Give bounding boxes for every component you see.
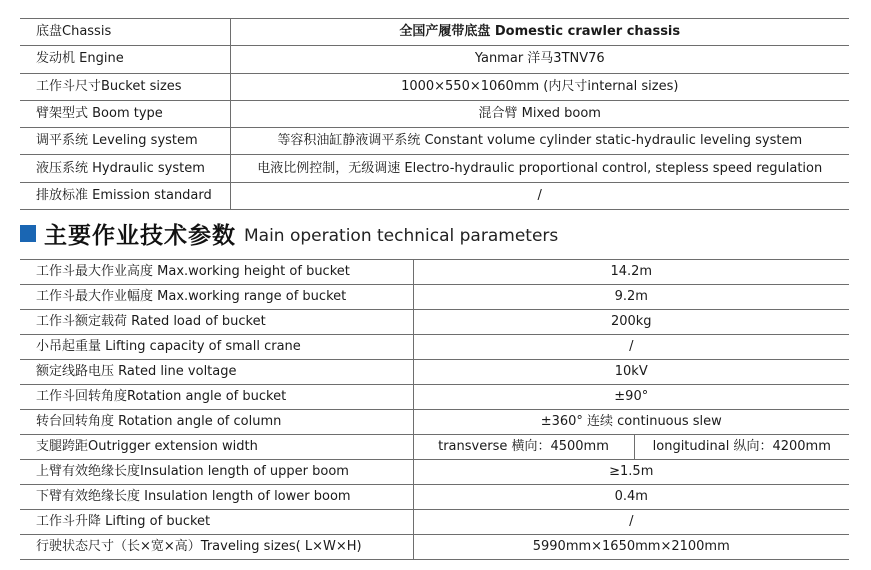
table-row [20,510,849,535]
section-title-zh: 主要作业技术参数 [44,222,236,249]
table-row [20,73,849,100]
row-label: 转台回转角度 Rotation angle of column [20,410,413,435]
spec-table [20,18,849,210]
table-row [20,535,849,560]
row-value: 电液比例控制，无级调速 Electro-hydraulic proportional control, stepless speed regulation [230,155,849,182]
table-row [20,385,849,410]
params-table [20,259,849,560]
table-row [20,310,849,335]
row-value: / [230,182,849,209]
row-value: ±90° [413,385,849,410]
table-row [20,335,849,360]
row-value: 全国产履带底盘 Domestic crawler chassis [230,19,849,46]
table-row [20,360,849,385]
section-heading [20,216,558,250]
row-value: / [413,510,849,535]
table-row [20,285,849,310]
square-bullet-icon [20,225,36,242]
table-row [20,182,849,209]
row-label: 液压系统 Hydraulic system [20,155,230,182]
row-label: 底盘Chassis [20,19,230,46]
row-label: 工作斗尺寸Bucket sizes [20,73,230,100]
row-label: 排放标准 Emission standard [20,182,230,209]
row-value: / [413,335,849,360]
table-row [20,435,849,460]
row-value-transverse: transverse 横向：4500mm [413,435,634,460]
row-value: Yanmar 洋马3TNV76 [230,46,849,73]
table-row [20,155,849,182]
table-row [20,100,849,127]
row-label: 工作斗最大作业高度 Max.working height of bucket [20,260,413,285]
row-value: 14.2m [413,260,849,285]
row-label: 小吊起重量 Lifting capacity of small crane [20,335,413,360]
row-value: 混合臂 Mixed boom [230,100,849,127]
row-label: 调平系统 Leveling system [20,128,230,155]
row-label: 臂架型式 Boom type [20,100,230,127]
row-label: 工作斗回转角度Rotation angle of bucket [20,385,413,410]
row-label: 工作斗最大作业幅度 Max.working range of bucket [20,285,413,310]
row-label: 上臂有效绝缘长度Insulation length of upper boom [20,460,413,485]
row-label: 行驶状态尺寸（长×宽×高）Traveling sizes( L×W×H) [20,535,413,560]
row-value: ±360° 连续 continuous slew [413,410,849,435]
row-value: 9.2m [413,285,849,310]
row-label: 发动机 Engine [20,46,230,73]
table-row [20,19,849,46]
table-row [20,485,849,510]
row-value: 1000×550×1060mm (内尺寸internal sizes) [230,73,849,100]
row-label: 额定线路电压 Rated line voltage [20,360,413,385]
row-label: 工作斗升降 Lifting of bucket [20,510,413,535]
row-value: 5990mm×1650mm×2100mm [413,535,849,560]
table-row [20,128,849,155]
row-value: 0.4m [413,485,849,510]
table-row [20,260,849,285]
row-value-longitudinal: longitudinal 纵向：4200mm [634,435,849,460]
row-value: 10kV [413,360,849,385]
row-value: 200kg [413,310,849,335]
row-label: 工作斗额定载荷 Rated load of bucket [20,310,413,335]
row-label: 下臂有效绝缘长度 Insulation length of lower boom [20,485,413,510]
row-value: 等容积油缸静液调平系统 Constant volume cylinder static-hydraulic leveling system [230,128,849,155]
row-label: 支腿跨距Outrigger extension width [20,435,413,460]
table-row [20,460,849,485]
row-value: ≥1.5m [413,460,849,485]
table-row [20,46,849,73]
section-title-en: Main operation technical parameters [244,226,559,246]
table-row [20,410,849,435]
